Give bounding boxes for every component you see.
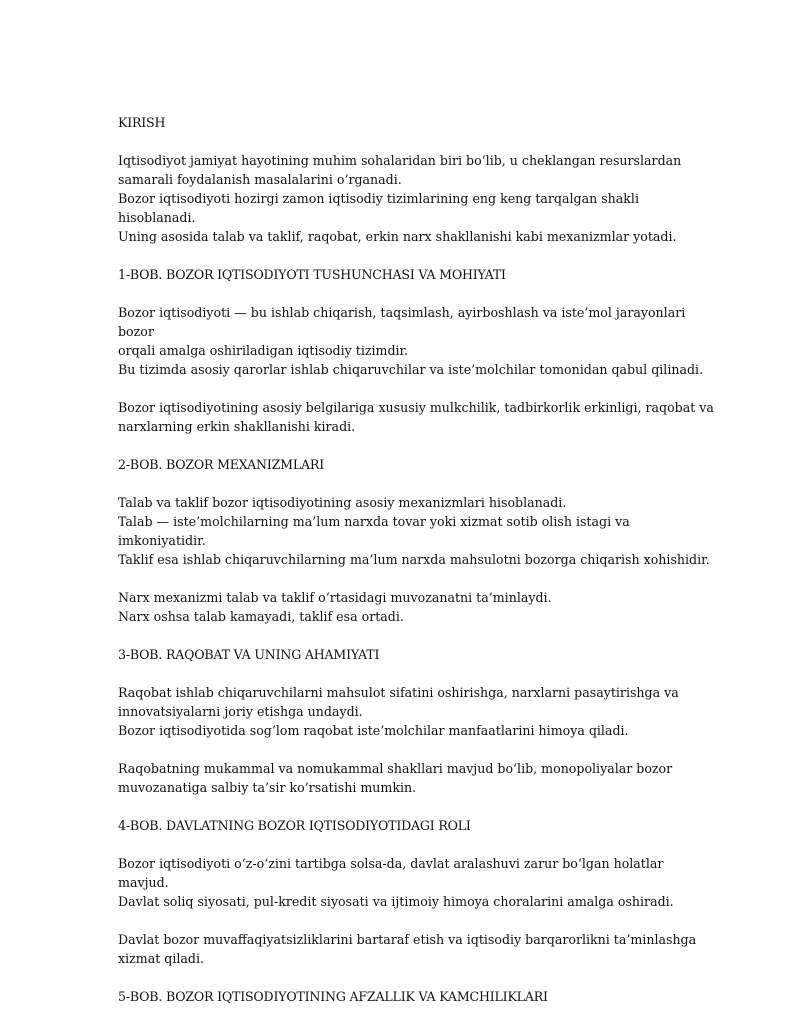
spacer xyxy=(118,132,718,151)
chapter-5-heading: 5-BOB. BOZOR IQTISODIYOTINING AFZALLIK VA KAMCHILIKLARI xyxy=(118,989,548,1004)
spacer xyxy=(118,569,718,588)
spacer xyxy=(118,797,718,816)
chapter-3-paragraph-1: Raqobat ishlab chiqaruvchilarni mahsulot sifatini oshirishga, narxlarni pasaytirishga va innovatsiyalarni joriy etishga undaydi. Bozor iqtisodiyotida sog‘lom raqobat iste’molchilar manfaatlarini himoya qiladi. xyxy=(118,685,679,738)
spacer xyxy=(118,436,718,455)
spacer xyxy=(118,740,718,759)
chapter-2-paragraph-1: Talab va taklif bozor iqtisodiyotining asosiy mexanizmlari hisoblanadi. Talab — iste’molchilarning ma’lum narxda tovar yoki xizmat sotib olish istagi va imkoniyatidir. Taklif esa ishlab chiqaruvchilarning ma’lum narxda mahsulotni bozorga chiqarish xohishidir. xyxy=(118,495,710,567)
chapter-1-paragraph-1: Bozor iqtisodiyoti — bu ishlab chiqarish, taqsimlash, ayirboshlash va iste’mol jarayonlari bozor orqali amalga oshiriladigan iqtisodiy tizimdir. Bu tizimda asosiy qarorlar ishlab chiqaruvchilar va iste’molchilar tomonidan qabul qilinadi. xyxy=(118,305,704,377)
chapter-2-paragraph-2: Narx mexanizmi talab va taklif o‘rtasidagi muvozanatni ta’minlaydi. Narx oshsa talab kamayadi, taklif esa ortadi. xyxy=(118,590,552,624)
chapter-3-heading: 3-BOB. RAQOBAT VA UNING AHAMIYATI xyxy=(118,647,380,662)
chapter-1-heading: 1-BOB. BOZOR IQTISODIYOTI TUSHUNCHASI VA MOHIYATI xyxy=(118,267,506,282)
spacer xyxy=(118,664,718,683)
chapter-1-paragraph-2: Bozor iqtisodiyotining asosiy belgilariga xususiy mulkchilik, tadbirkorlik erkinligi, raqobat va narxlarning erkin shakllanishi kiradi. xyxy=(118,400,714,434)
spacer xyxy=(118,911,718,930)
spacer xyxy=(118,835,718,854)
intro-paragraph-1: Iqtisodiyot jamiyat hayotining muhim sohalaridan biri bo‘lib, u cheklangan resurslardan samarali foydalanish masalalarini o‘rganadi. Bozor iqtisodiyoti hozirgi zamon iqtisodiy tizimlarining eng keng tarqalgan shakli hisoblanadi. Uning asosida talab va taklif, raqobat, erkin narx shakllanishi kabi mexanizmlar yotadi. xyxy=(118,153,682,244)
chapter-2-heading: 2-BOB. BOZOR MEXANIZMLARI xyxy=(118,457,324,472)
intro-heading: KIRISH xyxy=(118,115,166,130)
chapter-4-paragraph-2: Davlat bozor muvaffaqiyatsizliklarini bartaraf etish va iqtisodiy barqarorlikni ta’minlashga xizmat qiladi. xyxy=(118,932,697,966)
chapter-4-paragraph-1: Bozor iqtisodiyoti o‘z-o‘zini tartibga solsa-da, davlat aralashuvi zarur bo‘lgan holatlar mavjud. Davlat soliq siyosati, pul-kredit siyosati va ijtimoiy himoya choralarini amalga oshiradi. xyxy=(118,856,674,909)
spacer xyxy=(118,968,718,987)
spacer xyxy=(118,246,718,265)
spacer xyxy=(118,474,718,493)
document-page xyxy=(118,113,718,1006)
chapter-4-heading: 4-BOB. DAVLATNING BOZOR IQTISODIYOTIDAGI ROLI xyxy=(118,818,471,833)
spacer xyxy=(118,379,718,398)
spacer xyxy=(118,284,718,303)
spacer xyxy=(118,626,718,645)
chapter-3-paragraph-2: Raqobatning mukammal va nomukammal shakllari mavjud bo‘lib, monopoliyalar bozor muvozanatiga salbiy ta’sir ko‘rsatishi mumkin. xyxy=(118,761,673,795)
